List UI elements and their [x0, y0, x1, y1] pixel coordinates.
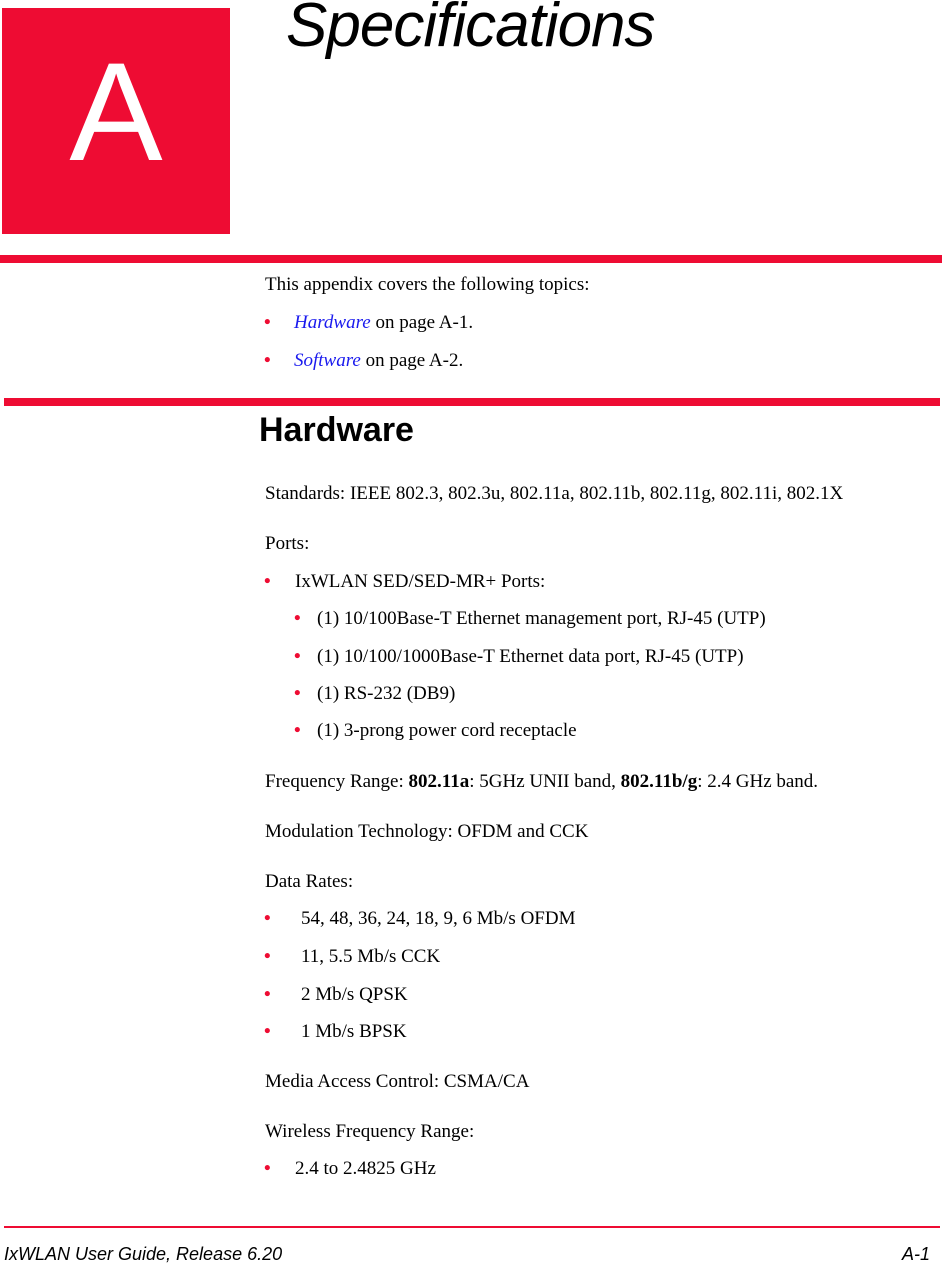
bullet-icon: •: [264, 312, 271, 333]
ports-label: Ports:: [265, 533, 310, 554]
topic-item-hardware: [294, 312, 473, 334]
chapter-tab: [2, 8, 230, 234]
bullet-icon: •: [294, 608, 301, 629]
band-a-text: : 5GHz UNII band,: [469, 771, 621, 792]
bullet-icon: •: [264, 1158, 271, 1179]
topic-suffix: on page A-1.: [370, 312, 474, 333]
section-divider: [4, 398, 940, 406]
chapter-letter: A: [69, 33, 163, 190]
data-rate-item: 11, 5.5 Mb/s CCK: [301, 946, 441, 967]
band-a: 802.11a: [408, 771, 470, 792]
chapter-title: Specifications: [286, 0, 655, 60]
bullet-icon: •: [264, 908, 271, 929]
page-number: A-1: [901, 1244, 930, 1264]
wireless-range-item: 2.4 to 2.4825 GHz: [295, 1158, 436, 1179]
section-heading-hardware: Hardware: [259, 411, 414, 449]
data-rate-item: 54, 48, 36, 24, 18, 9, 6 Mb/s OFDM: [301, 908, 576, 929]
mac-text: Media Access Control: CSMA/CA: [265, 1071, 530, 1092]
chapter-divider: [0, 255, 942, 263]
port-item: (1) RS-232 (DB9): [317, 683, 456, 704]
band-bg-text: : 2.4 GHz band.: [697, 771, 819, 792]
frequency-label: Frequency Range:: [265, 771, 409, 792]
software-link[interactable]: Software: [294, 350, 361, 371]
bullet-icon: •: [294, 646, 301, 667]
hardware-link[interactable]: Hardware: [294, 312, 371, 333]
bullet-icon: •: [264, 946, 271, 967]
topic-item-software: [294, 350, 463, 372]
bullet-icon: •: [294, 683, 301, 704]
bullet-icon: •: [264, 1021, 271, 1042]
bullet-icon: •: [264, 571, 271, 592]
port-item: (1) 10/100/1000Base-T Ethernet data port, RJ-45 (UTP): [317, 646, 744, 667]
ports-group-label: IxWLAN SED/SED-MR+ Ports:: [295, 571, 546, 592]
footer-divider: [4, 1226, 940, 1228]
standards-text: Standards: IEEE 802.3, 802.3u, 802.11a, 802.11b, 802.11g, 802.11i, 802.1X: [265, 483, 844, 504]
modulation-text: Modulation Technology: OFDM and CCK: [265, 821, 589, 842]
bullet-icon: •: [264, 350, 271, 371]
band-bg: 802.11b/g: [620, 771, 698, 792]
data-rate-item: 2 Mb/s QPSK: [301, 984, 408, 1005]
frequency-range: [265, 771, 818, 793]
port-item: (1) 3-prong power cord receptacle: [317, 720, 577, 741]
footer-title: IxWLAN User Guide, Release 6.20: [4, 1244, 283, 1264]
wireless-label: Wireless Frequency Range:: [265, 1121, 475, 1142]
port-item: (1) 10/100Base-T Ethernet management port, RJ-45 (UTP): [317, 608, 766, 629]
topic-suffix: on page A-2.: [360, 350, 464, 371]
intro-lead: This appendix covers the following topics:: [265, 274, 590, 295]
bullet-icon: •: [294, 720, 301, 741]
data-rate-item: 1 Mb/s BPSK: [301, 1021, 407, 1042]
bullet-icon: •: [264, 984, 271, 1005]
data-rates-label: Data Rates:: [265, 871, 354, 892]
